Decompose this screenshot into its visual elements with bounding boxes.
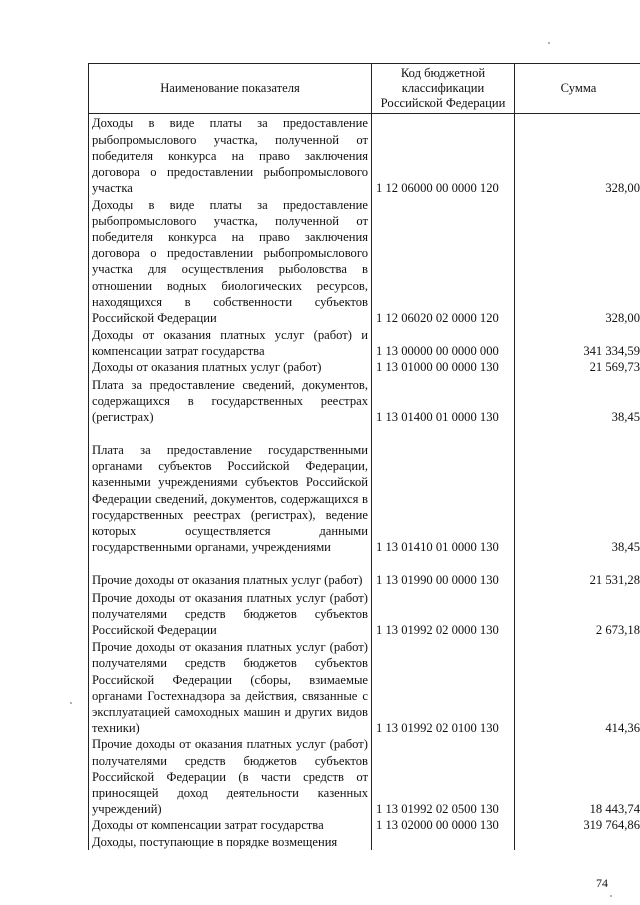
row-name: Доходы в виде платы за предоставление рыбопромыслового участка, полученной от победителя конкурса на право заключения договора о предоставлении рыбопромыслового участка [89,114,372,197]
scan-speck [70,702,72,704]
column-header-name: Наименование показателя [89,64,372,114]
row-code: 1 13 02000 00 0000 130 [372,817,515,833]
table-row [89,114,640,197]
row-sum: 38,45 [515,425,640,555]
row-sum: 38,45 [515,375,640,425]
row-code: 1 13 00000 00 0000 000 [372,326,515,359]
row-code: 1 13 01992 02 0000 130 [372,588,515,638]
row-sum: 319 764,86 [515,817,640,833]
row-code [372,834,515,850]
row-code: 1 12 06020 02 0000 120 [372,197,515,327]
row-name: Доходы от оказания платных услуг (работ) и компенсации затрат государства [89,326,372,359]
row-sum: 341 334,59 [515,326,640,359]
table-row [89,359,640,375]
table-row [89,326,640,359]
table-header-row [89,64,640,114]
table-row [89,425,640,555]
row-code: 1 12 06000 00 0000 120 [372,114,515,197]
row-name: Прочие доходы от оказания платных услуг (работ) получателями средств бюджетов субъектов Российской Федерации (сборы, взимаемые органами Гостехнадзора за действия, связанные с эксплуатацией самоходных машин и других видов техники) [89,638,372,736]
table-row [89,555,640,588]
row-sum: 18 443,74 [515,736,640,817]
row-sum: 2 673,18 [515,588,640,638]
row-sum: 21 569,73 [515,359,640,375]
row-code: 1 13 01992 02 0500 130 [372,736,515,817]
row-name: Прочие доходы от оказания платных услуг (работ) получателями средств бюджетов субъектов Российской Федерации (в части средств от приносящей доход деятельности казенных учреждений) [89,736,372,817]
row-sum: 21 531,28 [515,555,640,588]
table-row [89,375,640,425]
table-row [89,588,640,638]
row-name: Прочие доходы от оказания платных услуг (работ) получателями средств бюджетов субъектов Российской Федерации [89,588,372,638]
scan-speck [610,895,612,897]
row-name: Доходы, поступающие в порядке возмещения [89,834,372,850]
row-code: 1 13 01990 00 0000 130 [372,555,515,588]
table-row [89,197,640,327]
table-row [89,834,640,850]
row-name: Доходы от компенсации затрат государства [89,817,372,833]
row-code: 1 13 01992 02 0100 130 [372,638,515,736]
budget-revenue-table [88,63,640,850]
table-row [89,736,640,817]
scan-speck [548,42,550,44]
row-name: Доходы от оказания платных услуг (работ) [89,359,372,375]
page-number: 74 [596,876,608,890]
column-header-code: Код бюджетной классификации Российской Федерации [372,64,515,114]
row-name: Плата за предоставление сведений, документов, содержащихся в государственных реестрах (регистрах) [89,375,372,425]
row-name: Плата за предоставление государственными органами субъектов Российской Федерации, казенными учреждениями субъектов Российской Федерации сведений, документов, содержащихся в государственных реестрах (регистрах), ведение которых осуществляется данными государственными органами, учреждениями [89,425,372,555]
row-code: 1 13 01000 00 0000 130 [372,359,515,375]
row-sum [515,834,640,850]
row-sum: 328,00 [515,197,640,327]
row-name: Прочие доходы от оказания платных услуг (работ) [89,555,372,588]
table-row [89,638,640,736]
row-sum: 328,00 [515,114,640,197]
row-name: Доходы в виде платы за предоставление рыбопромыслового участка, полученной от победителя конкурса на право заключения договора о предоставлении рыбопромыслового участка для осуществления рыболовства в отношении водных биологических ресурсов, находящихся в собственности субъектов Российской Федерации [89,197,372,327]
row-code: 1 13 01400 01 0000 130 [372,375,515,425]
row-code: 1 13 01410 01 0000 130 [372,425,515,555]
table-row [89,817,640,833]
column-header-sum: Сумма [515,64,640,114]
row-sum: 414,36 [515,638,640,736]
